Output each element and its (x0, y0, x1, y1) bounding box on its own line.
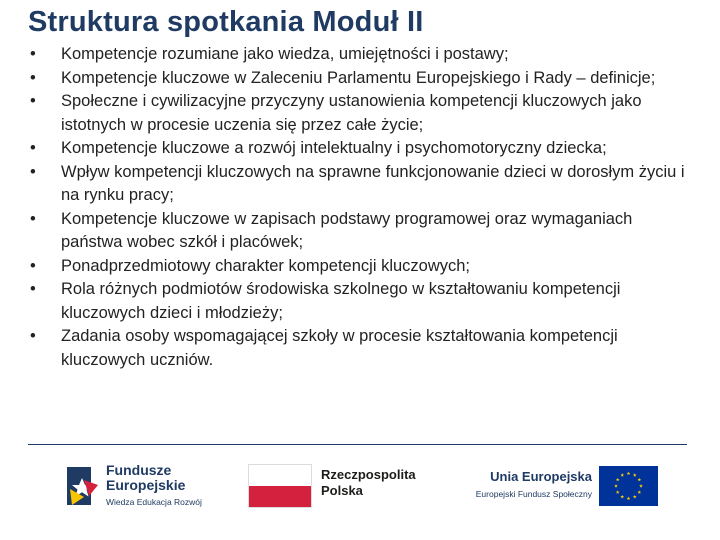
list-item-text: Rola różnych podmiotów środowiska szkolnego w kształtowaniu kompetencji kluczowych dzieci i młodzieży; (61, 280, 621, 322)
rzeczpospolita-polska-text (321, 467, 416, 499)
bullet-icon: • (30, 68, 36, 87)
agenda-list (30, 43, 690, 372)
list-item (30, 90, 690, 137)
list-item-text: Zadania osoby wspomagającej szkoły w procesie kształtowania kompetencji kluczowych uczniów. (61, 327, 618, 369)
list-item (30, 255, 690, 279)
list-item-text: Wpływ kompetencji kluczowych na sprawne funkcjonowanie dzieci w dorosłym życiu i na rynku pracy; (61, 162, 685, 204)
bullet-icon: • (30, 45, 36, 63)
list-item (30, 208, 690, 255)
bullet-icon: • (30, 327, 36, 345)
list-item-text: Społeczne i cywilizacyjne przyczyny ustanowienia kompetencji kluczowych jako istotnych w procesie uczenia się przez całe życie; (61, 92, 642, 134)
bullet-icon: • (30, 92, 36, 110)
fundusze-europejskie-text (106, 463, 202, 507)
polish-flag-icon (248, 464, 312, 508)
list-item-text: Ponadprzedmiotowy charakter kompetencji kluczowych; (61, 256, 471, 275)
list-item (30, 161, 690, 208)
list-item (30, 137, 690, 161)
bullet-icon: • (30, 209, 36, 228)
bullet-icon: • (30, 280, 36, 298)
logo-subtitle: Europejski Fundusz Społeczny (475, 489, 592, 499)
list-item-text: Kompetencje kluczowe a rozwój intelektualny i psychomotoryczny dziecka; (61, 139, 607, 157)
logo-line: Unia Europejska (490, 469, 592, 484)
logo-subtitle: Wiedza Edukacja Rozwój (106, 497, 202, 507)
list-item-text: Kompetencje kluczowe w Zaleceniu Parlamentu Europejskiego i Rady – definicje; (61, 68, 656, 87)
logo-line: Europejskie (106, 477, 186, 493)
logo-line: Rzeczpospolita (321, 467, 416, 482)
unia-europejska-text (460, 469, 592, 499)
bullet-icon: • (30, 256, 36, 275)
slide-title: Struktura spotkania Moduł II (28, 6, 424, 38)
footer-divider (28, 444, 687, 445)
list-item (30, 278, 690, 325)
list-item-text: Kompetencje kluczowe w zapisach podstawy programowej oraz wymaganiach państwa wobec szkół i placówek; (61, 209, 633, 251)
bullet-icon: • (30, 162, 36, 181)
list-item (30, 325, 690, 372)
logo-line: Fundusze (106, 462, 172, 478)
footer-logos (0, 455, 720, 525)
fundusze-europejskie-star-icon (64, 463, 100, 509)
list-item (30, 43, 690, 67)
eu-flag-icon (599, 466, 658, 506)
list-item-text: Kompetencje rozumiane jako wiedza, umiejętności i postawy; (61, 45, 509, 63)
list-item (30, 67, 690, 91)
bullet-icon: • (30, 139, 36, 157)
logo-line: Polska (321, 483, 363, 498)
